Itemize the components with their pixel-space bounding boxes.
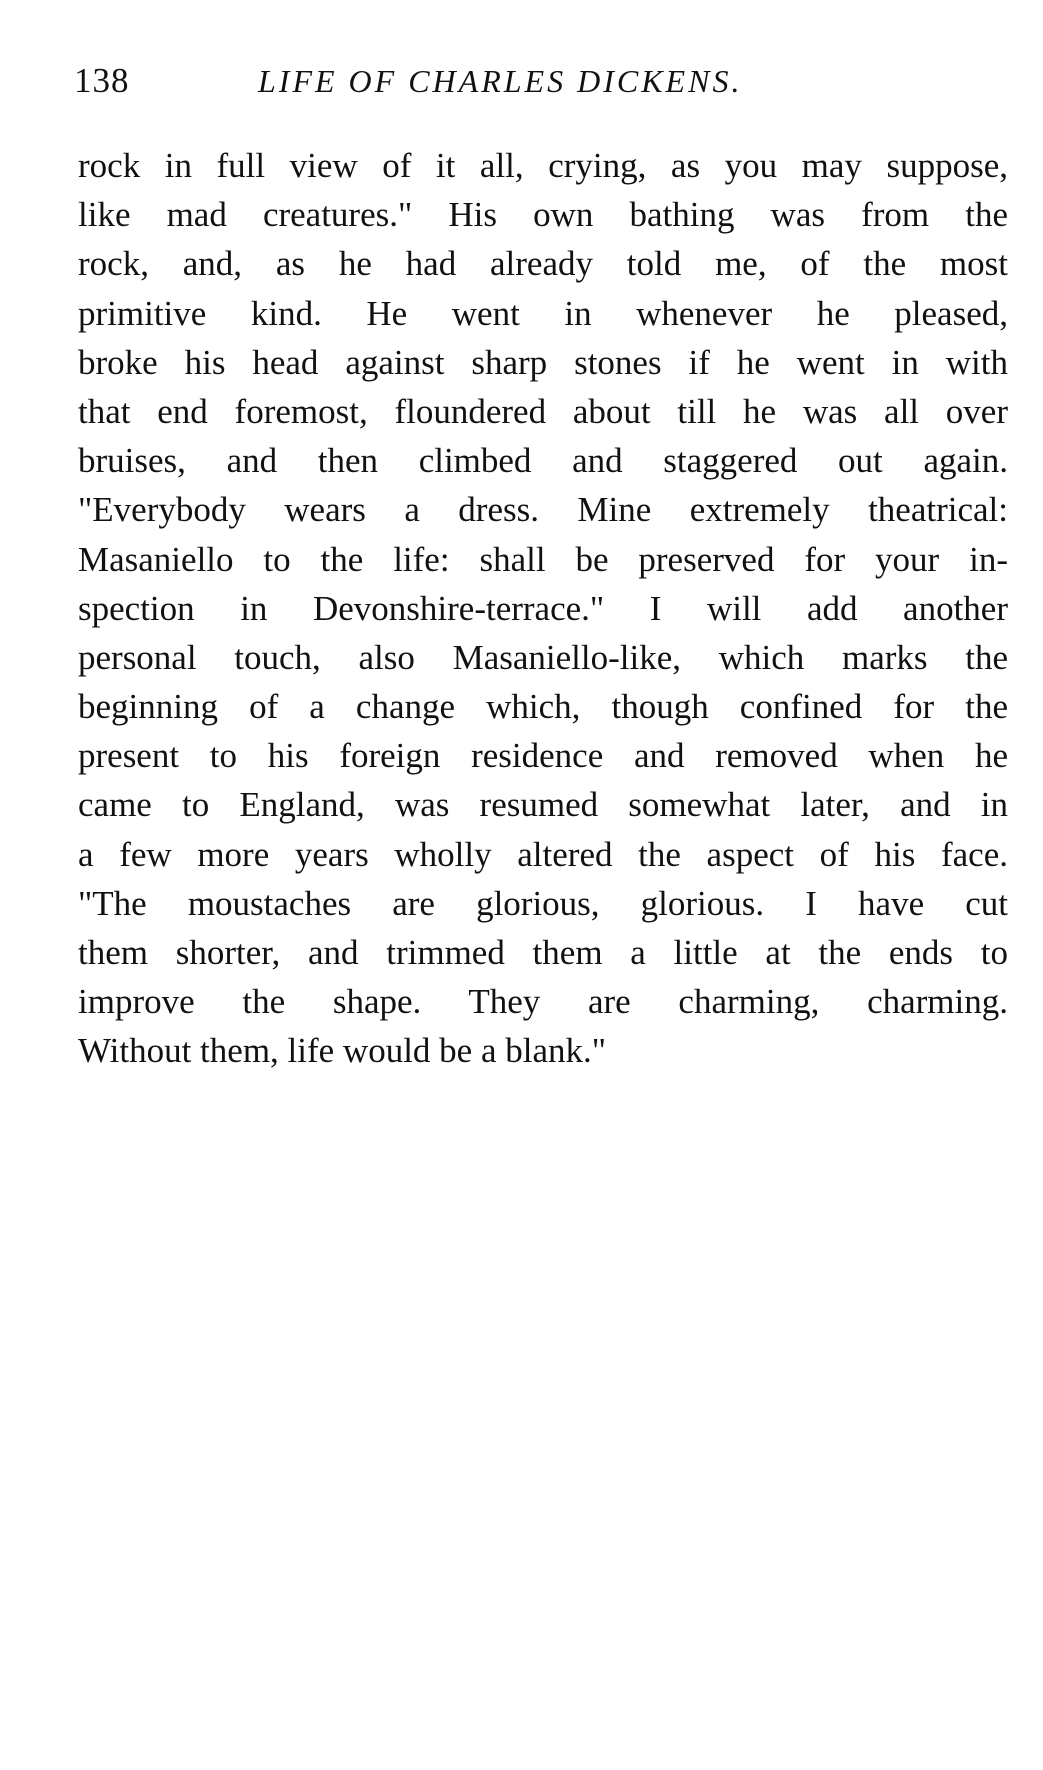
text-line: improve the shape. They are charming, charming.	[78, 982, 1008, 1022]
text-line: them shorter, and trimmed them a little at the ends to	[78, 933, 1008, 972]
text-line: rock in full view of it all, crying, as you may suppose,	[78, 146, 1008, 185]
text-line: that end foremost, floundered about till he was all over	[78, 391, 1008, 431]
text-line: "Everybody wears a dress. Mine extremely theatrical:	[78, 490, 1008, 530]
text-line: came to England, was resumed somewhat later, and in	[78, 785, 1008, 825]
text-line: present to his foreign residence and removed when he	[78, 736, 1008, 776]
text-line: Masaniello to the life: shall be preserved for your in-	[78, 539, 1008, 579]
running-title: LIFE OF CHARLES DICKENS.	[258, 63, 743, 99]
body-text	[78, 141, 1008, 1076]
text-line: like mad creatures." His own bathing was from the	[78, 195, 1008, 235]
text-line: broke his head against sharp stones if he went in with	[78, 342, 1008, 382]
text-line: a few more years wholly altered the aspect of his face.	[78, 834, 1008, 874]
text-line: personal touch, also Masaniello-like, which marks the	[78, 637, 1008, 677]
text-line: bruises, and then climbed and staggered out again.	[78, 441, 1008, 481]
text-line: spection in Devonshire-terrace." I will add another	[78, 588, 1008, 628]
text-line: rock, and, as he had already told me, of the most	[78, 244, 1008, 284]
running-head	[74, 58, 1012, 104]
text-line: primitive kind. He went in whenever he pleased,	[78, 293, 1008, 333]
text-line: beginning of a change which, though confined for the	[78, 687, 1008, 727]
page-number: 138	[74, 61, 130, 100]
text-line-last: Without them, life would be a blank."	[78, 1031, 607, 1071]
text-line: "The moustaches are glorious, glorious. I have cut	[78, 883, 1008, 923]
